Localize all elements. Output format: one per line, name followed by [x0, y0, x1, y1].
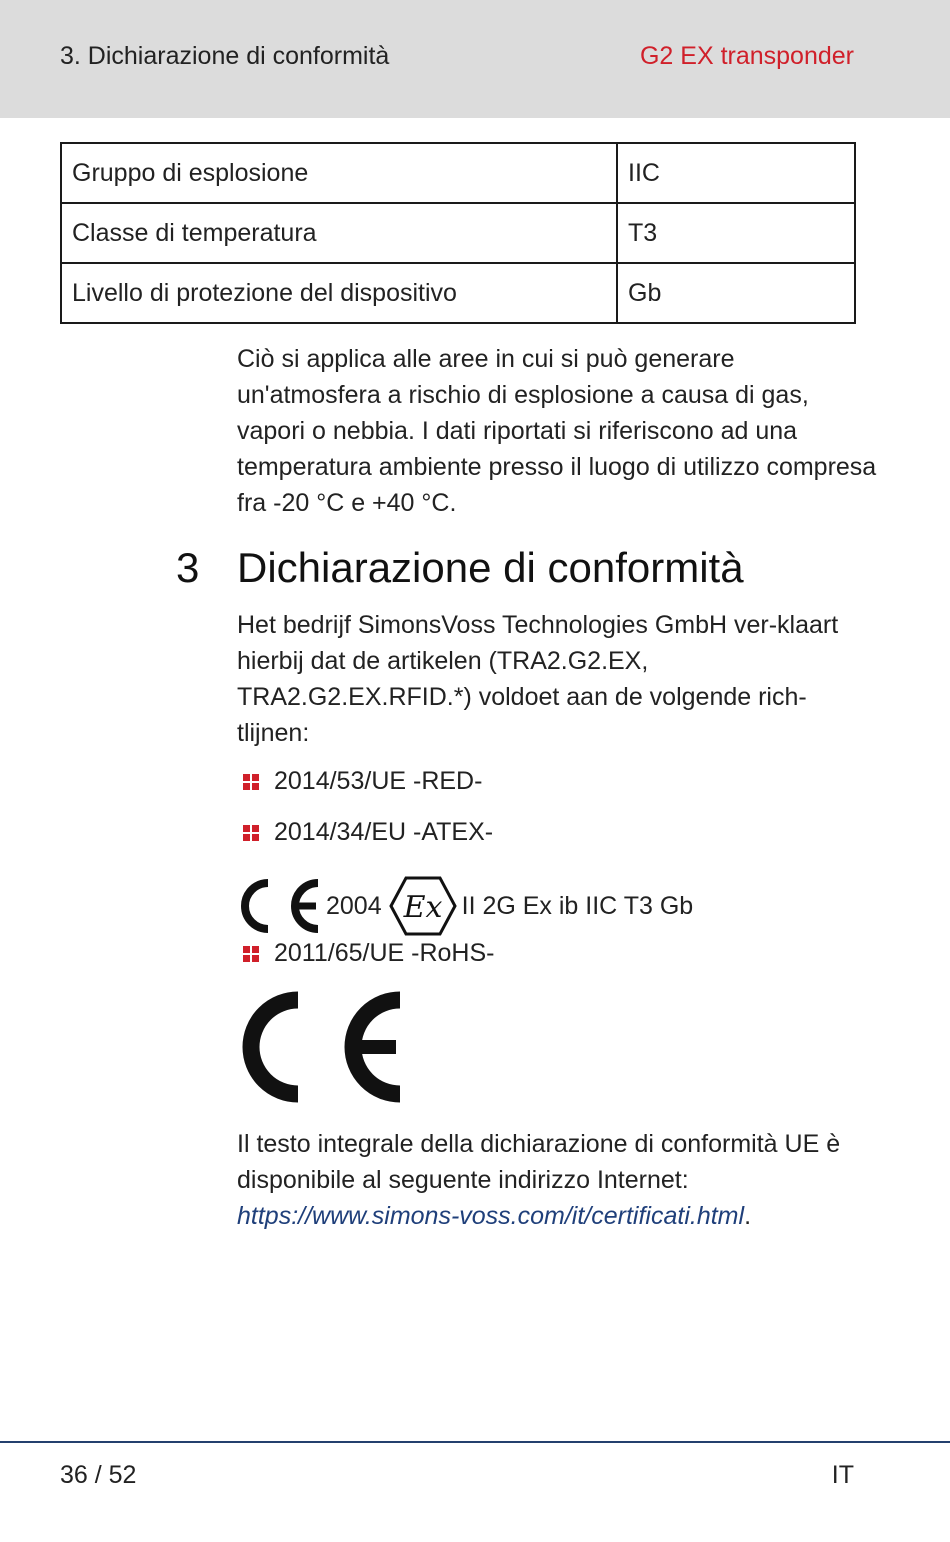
table-cell-label: Classe di temperatura: [61, 203, 617, 263]
ce-mark-large-icon: [236, 986, 408, 1108]
explosion-properties-table: [60, 142, 856, 324]
link-suffix: .: [744, 1202, 752, 1230]
bullet-icon: [243, 774, 259, 790]
section-number: 3: [176, 544, 200, 591]
atex-year: 2004: [326, 891, 382, 920]
conformity-text: Il testo integrale della dichiarazione di conformità UE è disponibile al seguente indirizzo Internet:: [237, 1130, 841, 1194]
page-number: 36 / 52: [60, 1461, 137, 1489]
ce-mark-icon: [236, 875, 322, 937]
atex-marking-text: II 2G Ex ib IIC T3 Gb: [461, 891, 694, 920]
table-cell-label: Gruppo di esplosione: [61, 143, 617, 203]
footer-divider: [0, 1441, 950, 1443]
directive-list-item: [243, 939, 494, 968]
bullet-icon: [243, 825, 259, 841]
table-cell-value: Gb: [617, 263, 855, 323]
directive-list-item: [243, 767, 482, 796]
bullet-icon: [243, 946, 259, 962]
directive-list-item: [243, 818, 493, 847]
notes-paragraph: Ciò si applica alle aree in cui si può generare un'atmosfera a rischio di esplosione a causa di gas, vapori o nebbia. I dati riportati si riferiscono ad una temperatura ambiente presso il luogo di utilizzo compresa fra -20 °C e +40 °C.: [237, 345, 877, 517]
table-cell-value: T3: [617, 203, 855, 263]
table-cell-value: IIC: [617, 143, 855, 203]
section-intro-paragraph: Het bedrijf SimonsVoss Technologies GmbH ver-klaart hierbij dat de artikelen (TRA2.G2.EX, TRA2.G2.EX.RFID.*) voldoet aan de volgende rich-tlijnen:: [237, 611, 839, 747]
ex-explosion-icon: [388, 875, 458, 937]
table-cell-label: Livello di protezione del dispositivo: [61, 263, 617, 323]
directive-text: 2011/65/UE -RoHS-: [274, 939, 495, 967]
table-row: [61, 263, 855, 323]
directive-text: 2014/34/EU -ATEX-: [274, 818, 494, 846]
page-header: [0, 0, 950, 118]
directive-text: 2014/53/UE -RED-: [274, 767, 483, 795]
language-code: IT: [831, 1461, 854, 1489]
table-row: [61, 143, 855, 203]
header-product-name: G2 EX transponder: [639, 42, 854, 70]
section-title: Dichiarazione di conformità: [237, 544, 744, 591]
ex-symbol-text: Ex: [403, 890, 443, 925]
certificates-link[interactable]: https://www.simons-voss.com/it/certificati.html: [237, 1202, 745, 1230]
table-row: [61, 203, 855, 263]
conformity-text-paragraph: [237, 1126, 877, 1234]
atex-marking: [236, 874, 693, 938]
header-chapter-title: 3. Dichiarazione di conformità: [60, 42, 390, 70]
